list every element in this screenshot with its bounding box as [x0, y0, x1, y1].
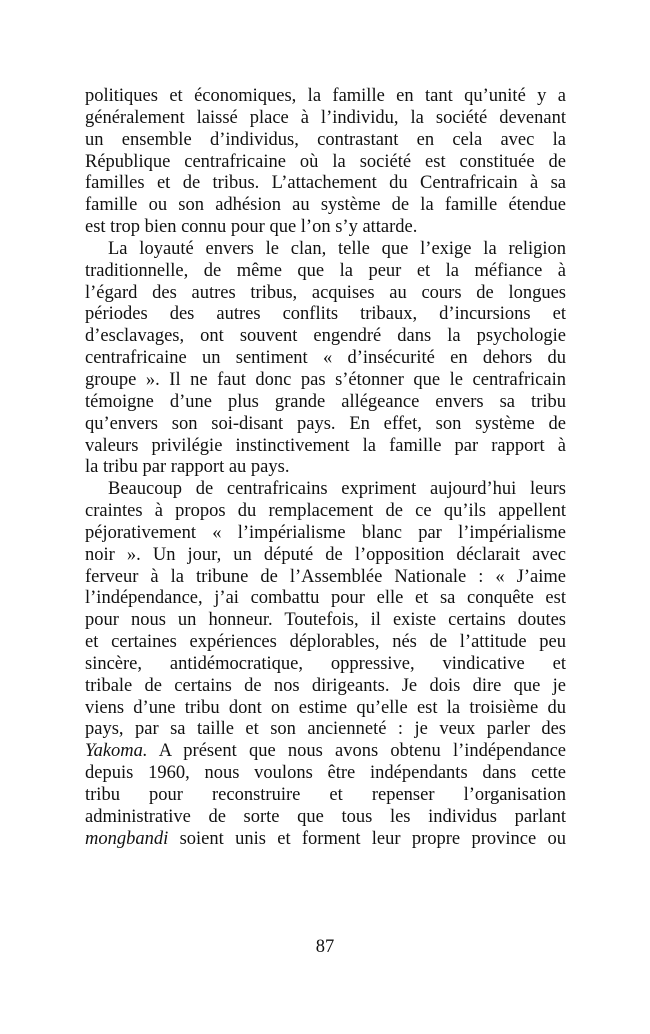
text-line: un ensemble d’individus, contrastant en cela avec la: [85, 129, 566, 150]
text-line: noir ». Un jour, un député de l’opposition déclarait avec: [85, 544, 566, 565]
text-line: d’esclavages, ont souvent engendré dans la psychologie: [85, 326, 566, 347]
text-line: valeurs privilégie instinctivement la famille par rapport à: [85, 435, 566, 456]
text-line: [85, 829, 566, 851]
line-text: A présent que nous avons obtenu l’indépendance: [147, 741, 566, 762]
text-line: centrafricaine un sentiment « d’insécurité en dehors du: [85, 348, 566, 369]
page-body-text: [85, 86, 566, 851]
text-line: famille ou son adhésion au système de la famille étendue: [85, 195, 566, 216]
text-line: généralement laissé place à l’individu, la société devenant: [85, 107, 566, 128]
text-line: ferveur à la tribune de l’Assemblée Nationale : « J’aime: [85, 566, 566, 587]
text-line: qu’envers son soi-disant pays. En effet, son système de: [85, 413, 566, 434]
text-line: pour nous un honneur. Toutefois, il existe certains doutes: [85, 610, 566, 631]
text-line: témoigne d’une plus grande allégeance envers sa tribu: [85, 391, 566, 412]
page-number: 87: [315, 937, 335, 957]
text-line: péjorativement « l’impérialisme blanc par l’impérialisme: [85, 522, 566, 543]
text-line: administrative de sorte que tous les individus parlant: [85, 806, 566, 827]
line-text: soient unis et forment leur propre province ou: [168, 828, 566, 849]
text-line: craintes à propos du remplacement de ce qu’ils appellent: [85, 501, 566, 522]
text-line: tribu pour reconstruire et repenser l’organisation: [85, 785, 566, 805]
text-line: tribale de certains de nos dirigeants. Je dois dire que je: [85, 675, 566, 696]
text-line: groupe ». Il ne faut donc pas s’étonner que le centrafricain: [85, 369, 566, 390]
text-line: l’indépendance, j’ai combattu pour elle et sa conquête est: [85, 588, 566, 609]
text-line: La loyauté envers le clan, telle que l’exige la religion: [108, 238, 566, 259]
italic-term: Yakoma.: [85, 741, 148, 762]
text-line: depuis 1960, nous voulons être indépendants dans cette: [85, 763, 566, 784]
text-line: périodes des autres conflits tribaux, d’incursions et: [85, 304, 566, 325]
text-line: [85, 741, 566, 763]
text-line: politiques et économiques, la famille en tant qu’unité y a: [85, 86, 566, 106]
text-line: la tribu par rapport au pays.: [85, 457, 290, 478]
text-line: et certaines expériences déplorables, nés de l’attitude peu: [85, 632, 566, 653]
text-line: familles et de tribus. L’attachement du Centrafricain à sa: [85, 173, 566, 194]
text-line: République centrafricaine où la société est constituée de: [85, 151, 566, 172]
text-line: Beaucoup de centrafricains expriment aujourd’hui leurs: [108, 479, 566, 500]
text-line: est trop bien connu pour que l’on s’y attarde.: [85, 217, 418, 238]
italic-term: mongbandi: [85, 828, 169, 849]
text-line: pays, par sa taille et son ancienneté : je veux parler des: [85, 719, 566, 740]
text-line: sincère, antidémocratique, oppressive, vindicative et: [85, 653, 566, 674]
text-line: viens d’une tribu dont on estime qu’elle est la troisième du: [85, 697, 566, 718]
text-line: l’égard des autres tribus, acquises au cours de longues: [85, 282, 566, 303]
text-line: traditionnelle, de même que la peur et la méfiance à: [85, 260, 566, 281]
